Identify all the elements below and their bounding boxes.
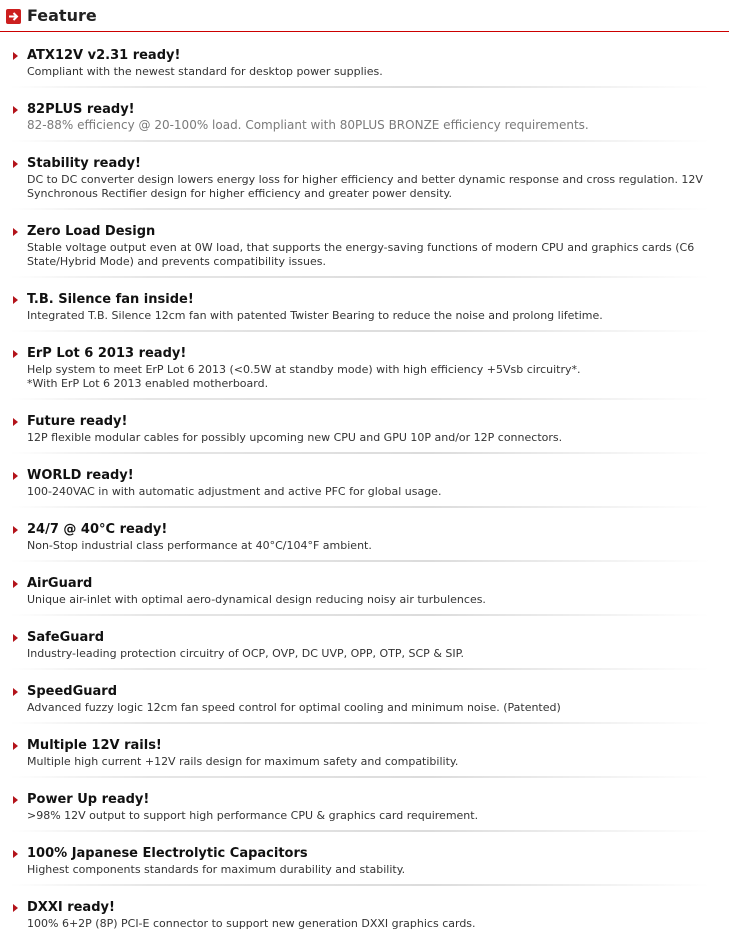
triangle-bullet-icon [13,688,18,696]
feature-description: 12P flexible modular cables for possibly upcoming new CPU and GPU 10P and/or 12P connectors. [27,431,563,444]
triangle-bullet-icon [13,796,18,804]
triangle-bullet-icon [13,526,18,534]
section-header [0,0,729,32]
feature-description-text: Help system to meet ErP Lot 6 2013 (<0.5W at standby mode) with high efficiency +5Vsb circuitry*. [27,363,581,376]
feature-title: Multiple 12V rails! [27,738,162,753]
divider [10,276,710,278]
feature-title: 24/7 @ 40°C ready! [27,522,168,537]
triangle-bullet-icon [13,350,18,358]
feature-description: Highest components standards for maximum durability and stability. [27,863,406,876]
feature-title: SpeedGuard [27,684,118,699]
feature-description: Advanced fuzzy logic 12cm fan speed control for optimal cooling and minimum noise. (Patented) [27,701,561,714]
feature-description: Unique air-inlet with optimal aero-dynamical design reducing noisy air turbulences. [27,593,486,606]
triangle-bullet-icon [13,52,18,60]
divider [10,86,710,88]
feature-description: 82-88% efficiency @ 20-100% load. Compliant with 80PLUS BRONZE efficiency requirements. [27,118,589,132]
feature-description: 100% 6+2P (8P) PCI-E connector to support new generation DXXI graphics cards. [27,917,476,930]
divider [10,884,710,886]
divider [10,722,710,724]
triangle-bullet-icon [13,228,18,236]
triangle-bullet-icon [13,904,18,912]
divider [10,452,710,454]
divider [10,506,710,508]
feature-title: 82PLUS ready! [27,102,135,117]
feature-title: Stability ready! [27,156,141,171]
feature-title: Power Up ready! [27,792,150,807]
feature-description: Stable voltage output even at 0W load, that supports the energy-saving functions of modern CPU and graphics cards (C6 State/Hybrid Mode) and prevents compatibility issues. [27,241,695,268]
feature-title: SafeGuard [27,630,105,645]
divider [10,330,710,332]
feature-description: >98% 12V output to support high performance CPU & graphics card requirement. [27,809,479,822]
feature-title: Future ready! [27,414,128,429]
section-title: Feature [27,6,97,25]
feature-title: WORLD ready! [27,468,134,483]
triangle-bullet-icon [13,418,18,426]
triangle-bullet-icon [13,106,18,114]
feature-title: ErP Lot 6 2013 ready! [27,346,187,361]
feature-description: Non-Stop industrial class performance at 40°C/104°F ambient. [27,539,372,552]
triangle-bullet-icon [13,850,18,858]
feature-title: DXXI ready! [27,900,115,915]
feature-description: Industry-leading protection circuitry of OCP, OVP, DC UVP, OPP, OTP, SCP & SIP. [27,647,465,660]
divider [10,830,710,832]
triangle-bullet-icon [13,634,18,642]
divider [10,560,710,562]
triangle-bullet-icon [13,296,18,304]
divider [10,776,710,778]
feature-footnote: *With ErP Lot 6 2013 enabled motherboard. [27,377,269,390]
feature-title: AirGuard [27,576,93,591]
feature-description [27,363,717,391]
divider [10,614,710,616]
feature-description: Multiple high current +12V rails design for maximum safety and compatibility. [27,755,459,768]
feature-title: ATX12V v2.31 ready! [27,48,181,63]
divider [10,398,710,400]
feature-description: Compliant with the newest standard for desktop power supplies. [27,65,383,78]
feature-title: Zero Load Design [27,224,156,239]
triangle-bullet-icon [13,160,18,168]
triangle-bullet-icon [13,580,18,588]
arrow-right-icon [6,9,21,24]
divider [10,208,710,210]
feature-description: Integrated T.B. Silence 12cm fan with patented Twister Bearing to reduce the noise and prolong lifetime. [27,309,603,322]
feature-description: DC to DC converter design lowers energy loss for higher efficiency and better dynamic response and cross regulation. 12V Synchronous Rectifier design for higher efficiency and greater power density. [27,173,703,200]
feature-description: 100-240VAC in with automatic adjustment and active PFC for global usage. [27,485,442,498]
triangle-bullet-icon [13,472,18,480]
feature-title: 100% Japanese Electrolytic Capacitors [27,846,308,861]
divider [10,140,710,142]
feature-title: T.B. Silence fan inside! [27,292,194,307]
triangle-bullet-icon [13,742,18,750]
divider [10,668,710,670]
